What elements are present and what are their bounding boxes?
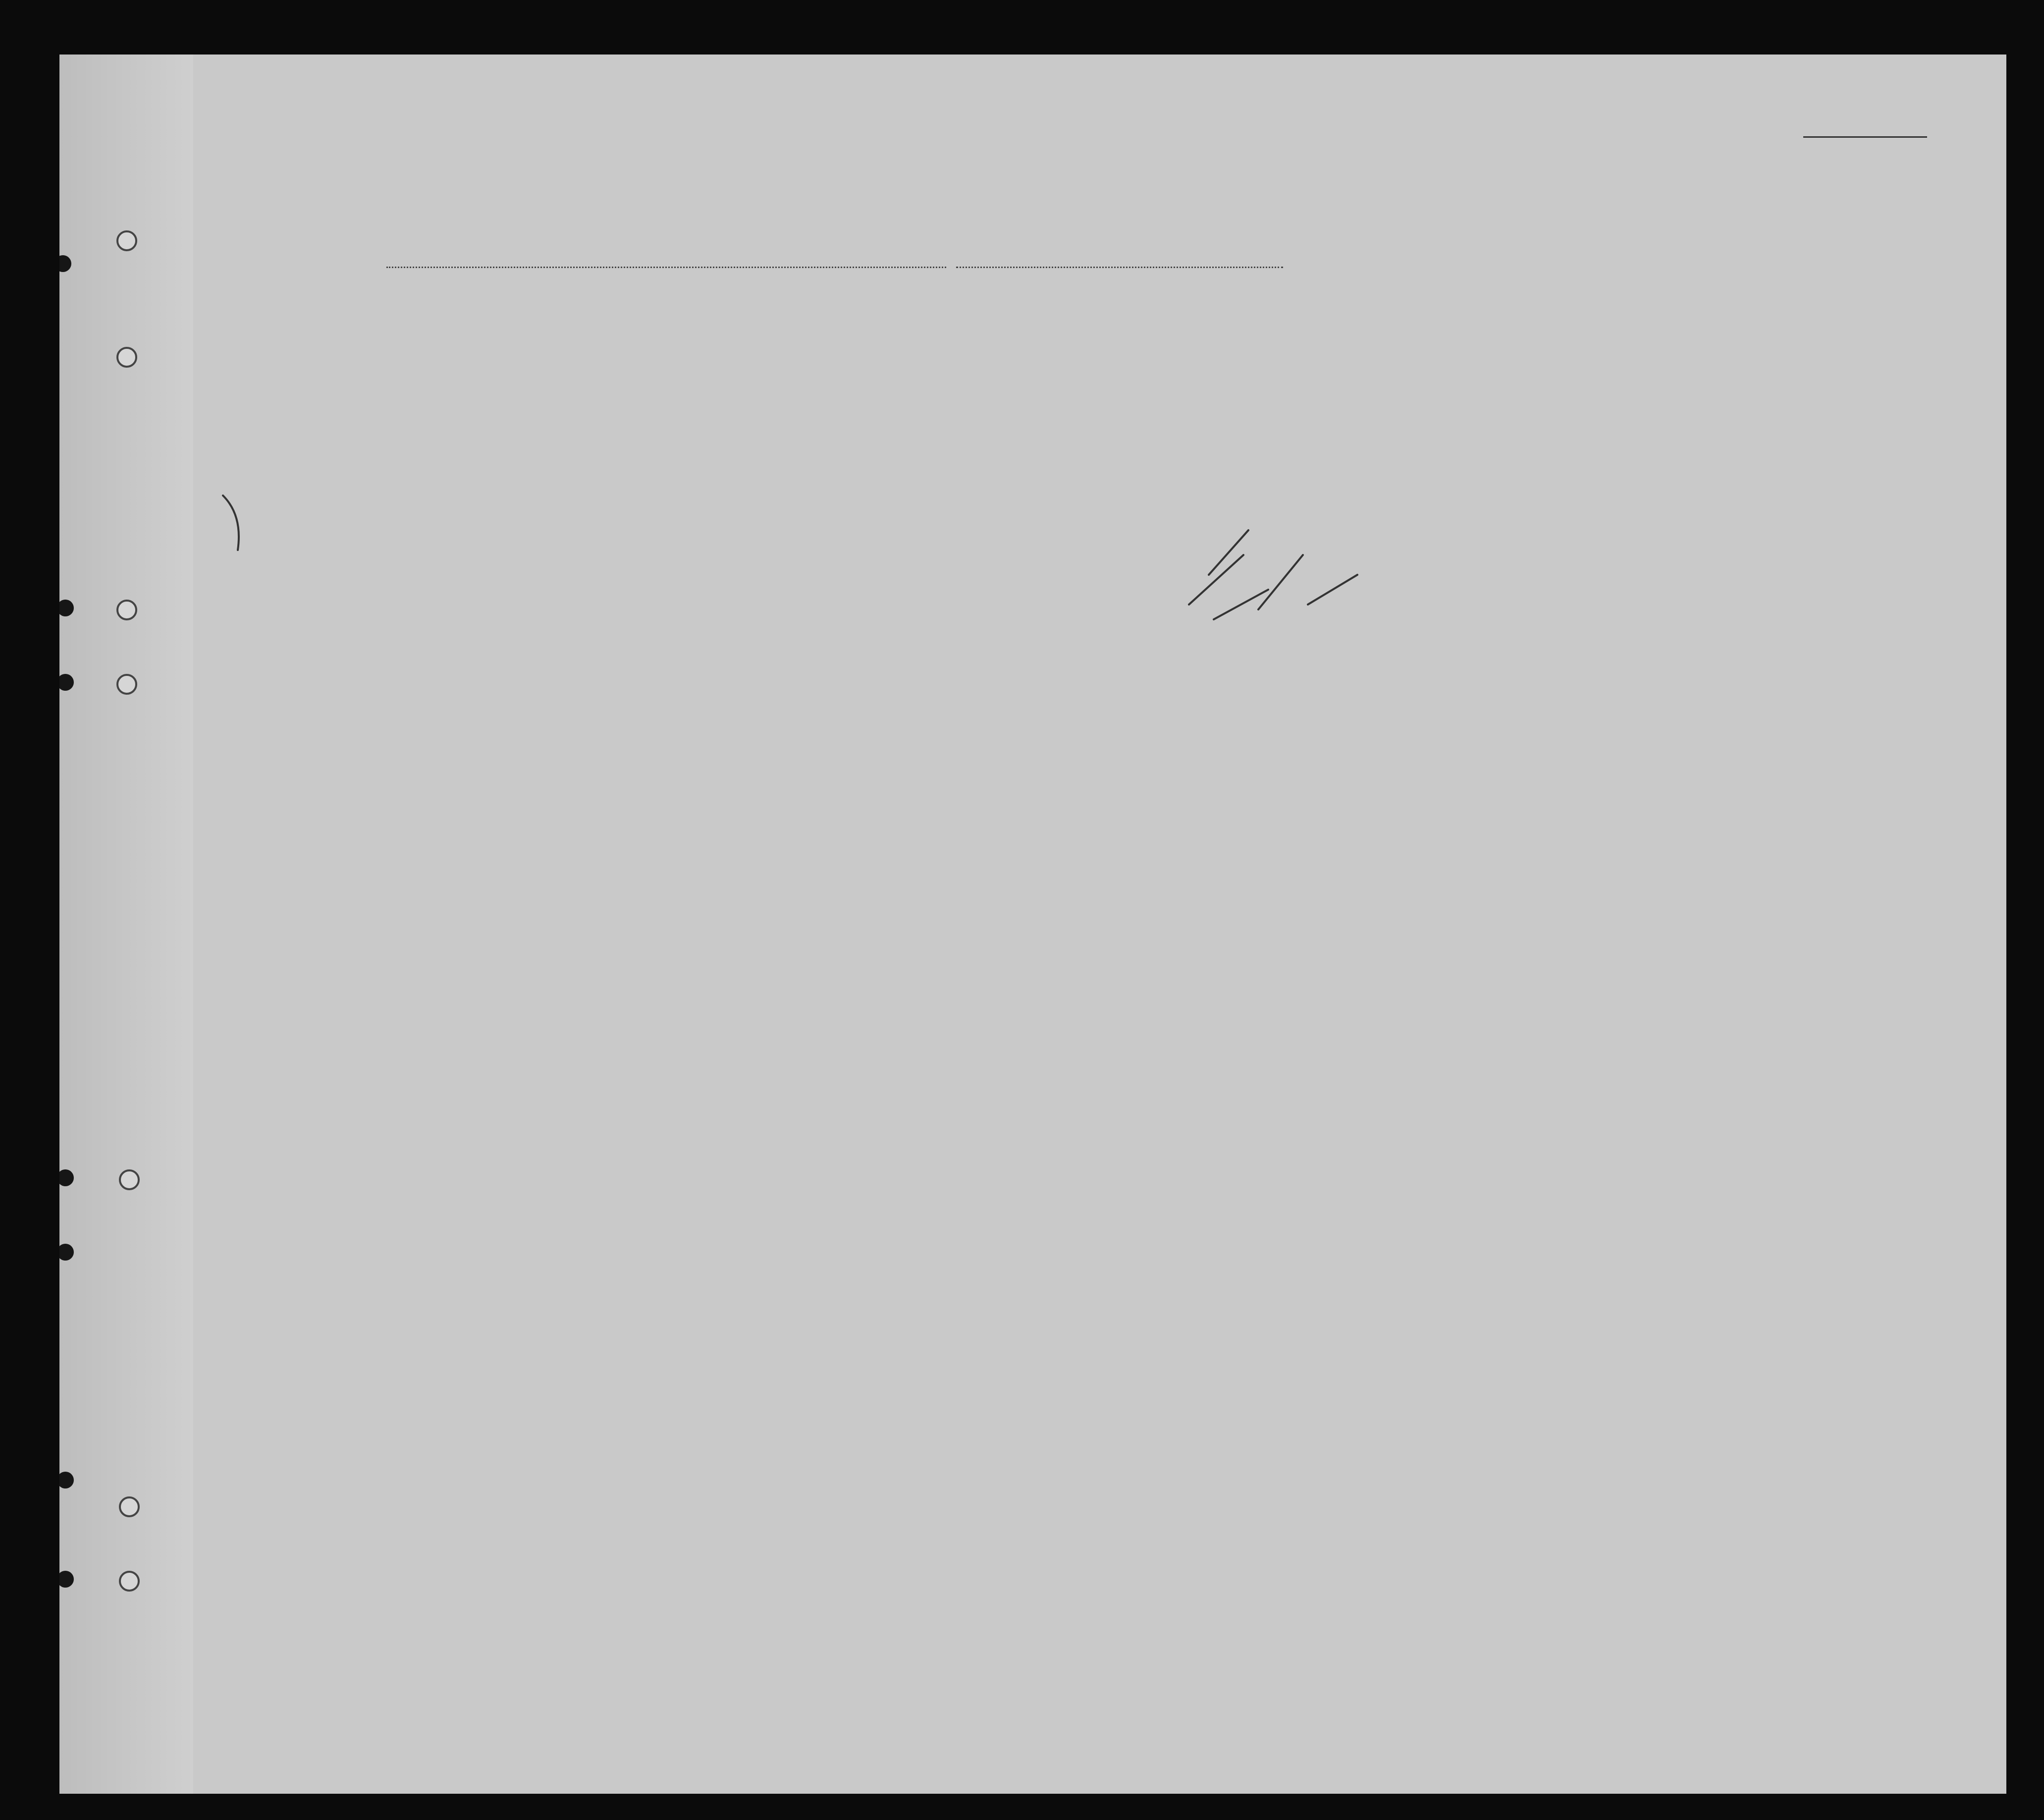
table-grid — [59, 55, 2006, 1794]
manifest-sheet — [59, 55, 2006, 1794]
handwritten-tick — [1214, 590, 1268, 619]
handwritten-tick — [1308, 575, 1357, 605]
handwritten-tick — [223, 496, 239, 550]
handwritten-tick — [1189, 555, 1243, 605]
handwritten-tick — [1258, 555, 1303, 609]
